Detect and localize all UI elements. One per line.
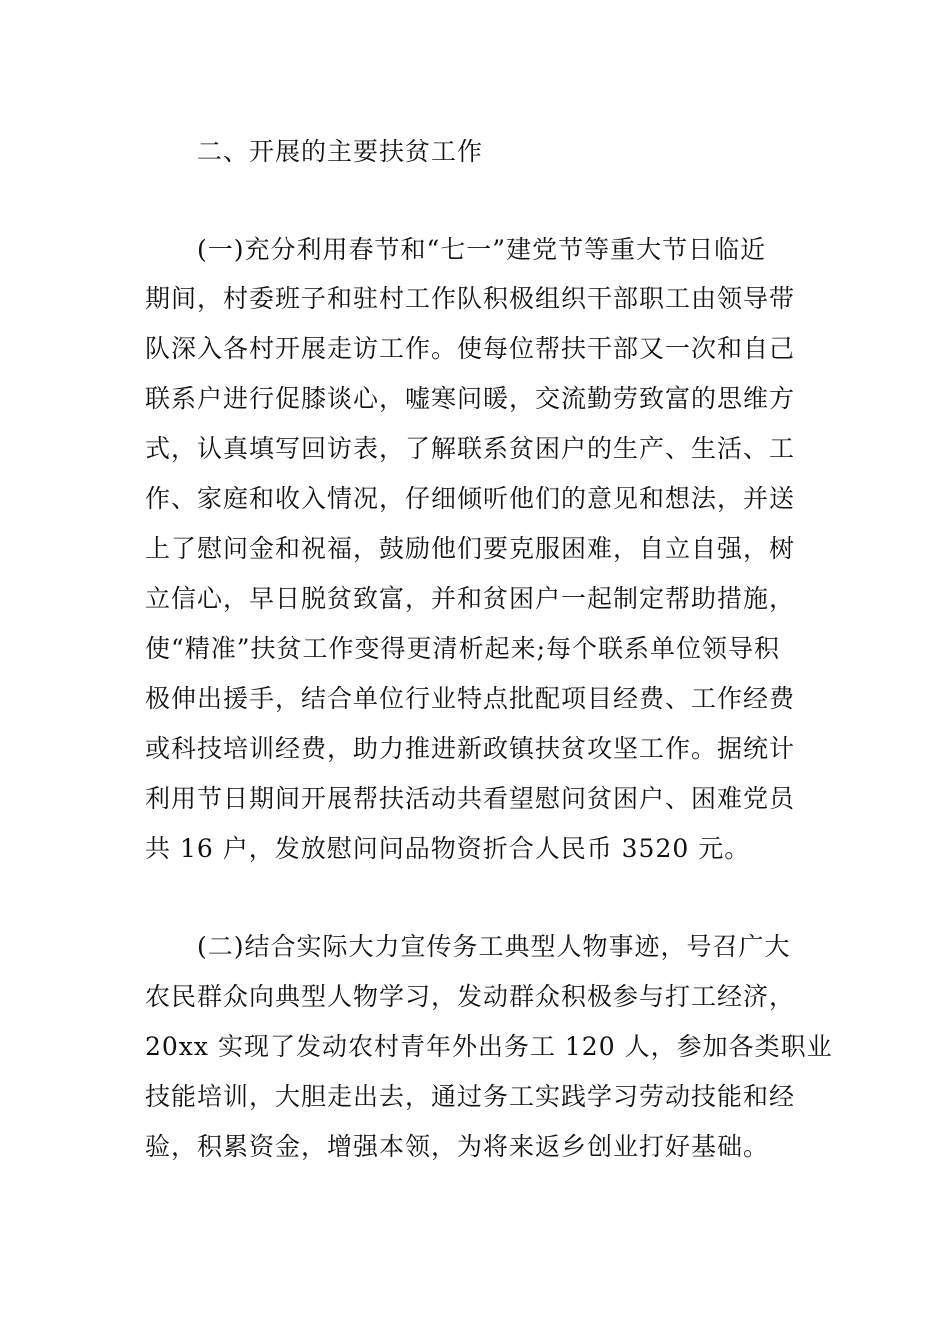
paragraph-line: 验，积累资金，增强本领，为将来返乡创业打好基础。 bbox=[145, 1132, 770, 1161]
paragraph-line: 极伸出援手，结合单位行业特点批配项目经费、工作经费 bbox=[145, 684, 796, 713]
paragraph-line: 使“精准”扶贫工作变得更清析起来;每个联系单位领导积 bbox=[145, 634, 780, 663]
paragraph-line: 立信心，早日脱贫致富，并和贫困户一起制定帮助措施， bbox=[145, 584, 796, 613]
paragraph-line: 作、家庭和收入情况，仔细倾听他们的意见和想法，并送 bbox=[145, 484, 796, 513]
paragraph-line: 队深入各村开展走访工作。使每位帮扶干部又一次和自己 bbox=[145, 334, 796, 363]
paragraph-line: 农民群众向典型人物学习，发动群众积极参与打工经济， bbox=[145, 982, 796, 1011]
paragraph-line: (一)充分利用春节和“七一”建党节等重大节日临近 bbox=[197, 235, 767, 264]
paragraph-line: 式，认真填写回访表，了解联系贫困户的生产、生活、工 bbox=[145, 434, 796, 463]
section-heading: 二、开展的主要扶贫工作 bbox=[197, 137, 484, 166]
paragraph-line: 联系户进行促膝谈心，嘘寒问暖，交流勤劳致富的思维方 bbox=[145, 384, 796, 413]
paragraph-line: 共 16 户，发放慰问问品物资折合人民币 3520 元。 bbox=[145, 834, 751, 863]
paragraph-line: (二)结合实际大力宣传务工典型人物事迹，号召广大 bbox=[197, 932, 791, 961]
paragraph-line: 利用节日期间开展帮扶活动共看望慰问贫困户、困难党员 bbox=[145, 784, 796, 813]
paragraph-line: 上了慰问金和祝福，鼓励他们要克服困难，自立自强，树 bbox=[145, 534, 796, 563]
paragraph-line: 20xx 实现了发动农村青年外出务工 120 人，参加各类职业 bbox=[145, 1032, 833, 1061]
paragraph-line: 或科技培训经费，助力推进新政镇扶贫攻坚工作。据统计 bbox=[145, 734, 796, 763]
paragraph-line: 技能培训，大胆走出去，通过务工实践学习劳动技能和经 bbox=[145, 1082, 796, 1111]
paragraph-line: 期间，村委班子和驻村工作队积极组织干部职工由领导带 bbox=[145, 284, 796, 313]
